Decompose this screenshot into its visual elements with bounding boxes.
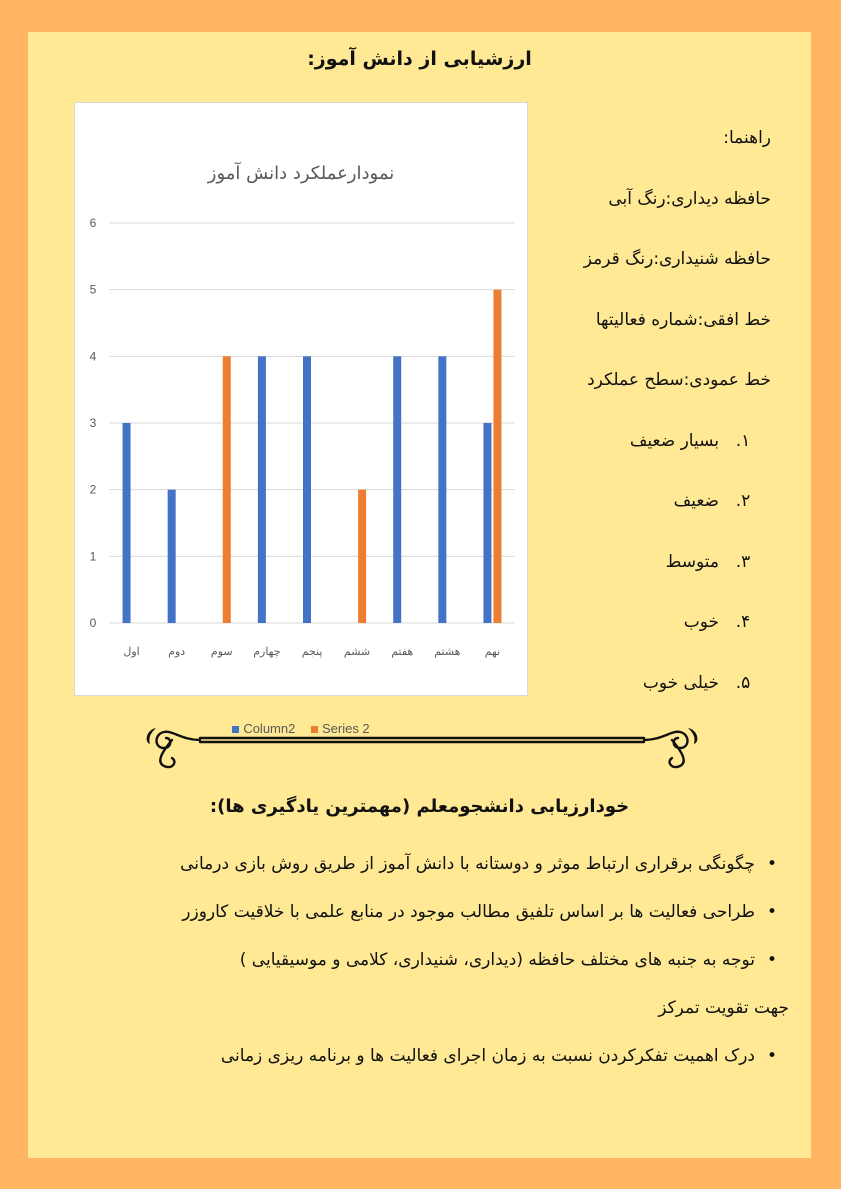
bar-column2 (303, 356, 311, 623)
y-tick-label: 0 (89, 616, 97, 630)
bullet-icon: • (766, 902, 778, 922)
x-tick-label: دوم (168, 645, 186, 658)
page (28, 32, 811, 1158)
bar-column2 (438, 356, 446, 623)
level-label: ضعیف (673, 491, 719, 511)
y-tick-label: 5 (89, 282, 97, 297)
x-tick-label: سوم (210, 645, 233, 658)
list-item-text: طراحی فعالیت ها بر اساس تلفیق مطالب موجود در منابع علمی با خلاقیت کاروزر (182, 902, 755, 922)
level-label: خوب (683, 612, 719, 632)
guide-item: حافظه شنیداری:رنگ قرمز (583, 249, 771, 269)
bar-column2 (393, 356, 401, 623)
list-item-text: توجه به جنبه های مختلف حافظه (دیداری، شنیداری، کلامی و موسیقیایی ) (239, 950, 755, 970)
bullet-icon: • (766, 1046, 778, 1066)
bar-column2 (258, 356, 266, 623)
y-tick-label: 6 (89, 216, 97, 230)
list-item (49, 854, 789, 902)
x-tick-label: پنجم (301, 645, 323, 658)
guide-item: حافظه دیداری:رنگ آبی (608, 188, 771, 209)
level-number: ۵. (735, 672, 751, 693)
chart-svg (75, 103, 527, 695)
x-tick-label: چهارم (253, 645, 281, 658)
x-tick-label: نهم (484, 645, 501, 658)
level-item (511, 491, 771, 552)
performance-chart (74, 102, 528, 736)
level-number: ۲. (735, 491, 751, 511)
level-number: ۳. (735, 551, 751, 572)
guide-item: خط افقی:شماره فعالیتها (595, 309, 771, 330)
ornament-divider-icon (142, 722, 702, 782)
x-tick-label: هفتم (391, 645, 414, 658)
guide-panel (511, 128, 771, 733)
list-item (49, 902, 789, 950)
bar-column2 (168, 490, 176, 623)
level-label: بسیار ضعیف (629, 430, 719, 451)
bar-column2 (123, 423, 131, 623)
guide-heading: راهنما: (723, 128, 771, 148)
level-number: ۱. (735, 430, 751, 451)
bar-series2 (493, 290, 501, 623)
list-item (49, 950, 789, 998)
legend-label-series2: Series 2 (321, 721, 370, 736)
bar-series2 (223, 356, 231, 623)
level-number: ۴. (735, 612, 751, 632)
level-item (511, 612, 771, 673)
level-item (511, 431, 771, 492)
level-item (511, 552, 771, 613)
level-label: متوسط (665, 551, 719, 572)
x-tick-label: هشتم (434, 645, 461, 658)
list-item-continuation: جهت تقویت تمرکز (658, 998, 789, 1018)
y-tick-label: 4 (89, 349, 97, 364)
list-item-text: درک اهمیت تفکرکردن نسبت به زمان اجرای فعالیت ها و برنامه ریزی زمانی (220, 1046, 755, 1066)
bar-column2 (483, 423, 491, 623)
level-label: خیلی خوب (642, 672, 719, 693)
bullet-icon: • (766, 950, 778, 970)
self-eval-heading: خودارزیابی دانشجومعلم (مهمترین یادگیری ها): (209, 796, 630, 817)
chart-title: نمودارعملکرد دانش آموز (207, 163, 395, 184)
y-tick-label: 3 (89, 416, 97, 430)
list-item-text: چگونگی برقراری ارتباط موثر و دوستانه با دانش آموز از طریق روش بازی درمانی (180, 854, 755, 874)
guide-item: خط عمودی:سطح عملکرد (587, 370, 771, 390)
x-tick-label: ششم (343, 645, 371, 658)
bullet-icon: • (766, 854, 778, 874)
x-tick-label: اول (123, 645, 140, 658)
y-tick-label: 1 (89, 549, 97, 564)
self-eval-list (49, 854, 789, 1094)
list-item (49, 1046, 789, 1094)
bar-series2 (358, 490, 366, 623)
legend-label-column2: Column2 (243, 721, 296, 736)
page-title: ارزشیابی از دانش آموز: (307, 48, 532, 70)
y-tick-label: 2 (89, 482, 97, 497)
